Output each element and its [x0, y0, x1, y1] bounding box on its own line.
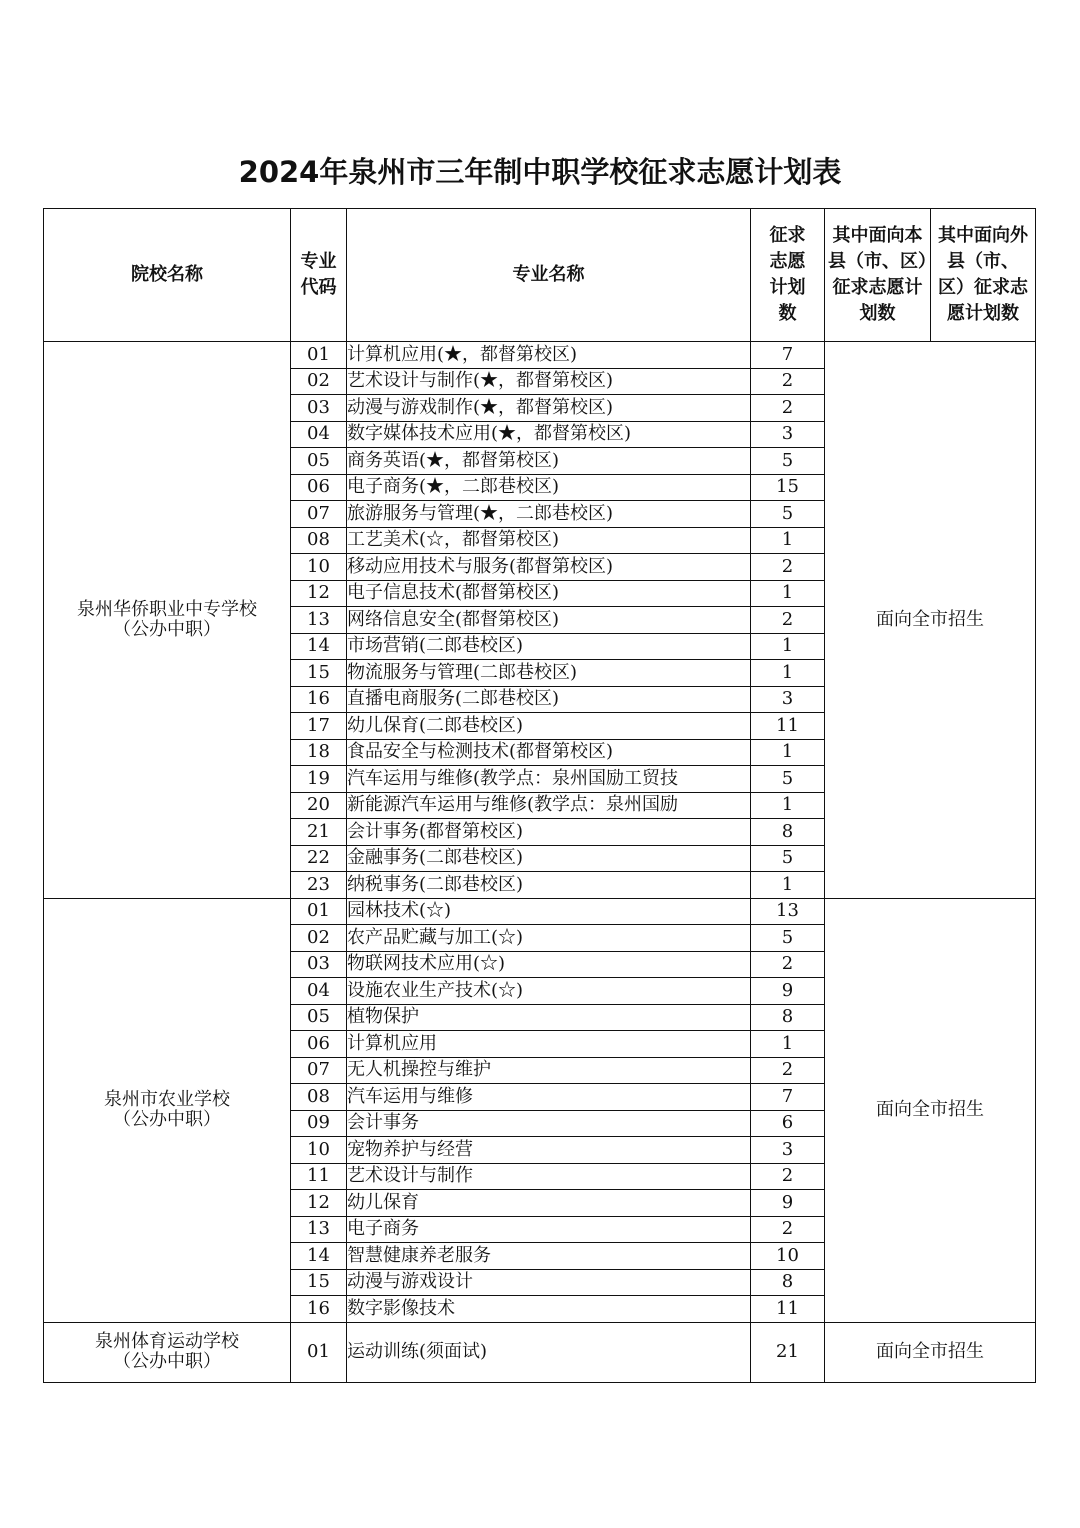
plan-count-cell: 1 — [751, 633, 825, 660]
table-row — [44, 1322, 1036, 1382]
major-code-cell: 04 — [291, 421, 347, 448]
enrollment-scope-cell: 面向全市招生 — [825, 342, 1036, 899]
major-name-cell: 会计事务 — [347, 1110, 751, 1137]
major-code-cell: 11 — [291, 1163, 347, 1190]
major-code-cell: 17 — [291, 713, 347, 740]
major-name-cell: 市场营销(二郎巷校区) — [347, 633, 751, 660]
major-name-cell: 食品安全与检测技术(都督第校区) — [347, 739, 751, 766]
plan-count-cell: 8 — [751, 819, 825, 846]
plan-count-cell: 1 — [751, 1031, 825, 1058]
major-code-cell: 10 — [291, 1137, 347, 1164]
page-title: 2024年泉州市三年制中职学校征求志愿计划表 — [238, 155, 842, 189]
plan-count-cell: 5 — [751, 501, 825, 528]
plan-count-cell: 2 — [751, 1216, 825, 1243]
major-name-cell: 汽车运用与维修 — [347, 1084, 751, 1111]
school-name-cell — [44, 1322, 291, 1382]
major-name-cell: 无人机操控与维护 — [347, 1057, 751, 1084]
major-name-cell: 植物保护 — [347, 1004, 751, 1031]
major-code-cell: 05 — [291, 448, 347, 475]
major-name-cell: 幼儿保育 — [347, 1190, 751, 1217]
plan-count-cell: 2 — [751, 395, 825, 422]
enrollment-scope-cell: 面向全市招生 — [825, 898, 1036, 1322]
major-code-cell: 10 — [291, 554, 347, 581]
plan-count-cell: 6 — [751, 1110, 825, 1137]
major-name-cell: 数字影像技术 — [347, 1296, 751, 1323]
major-name-cell: 宠物养护与经营 — [347, 1137, 751, 1164]
plan-count-cell: 1 — [751, 660, 825, 687]
major-name-cell: 电子商务 — [347, 1216, 751, 1243]
header-plan-count: 征求志愿计划数 — [751, 209, 825, 342]
major-code-cell: 12 — [291, 580, 347, 607]
major-code-cell: 13 — [291, 607, 347, 634]
major-code-cell: 16 — [291, 1296, 347, 1323]
major-name-cell: 计算机应用(★，都督第校区) — [347, 342, 751, 369]
plan-count-cell: 1 — [751, 739, 825, 766]
major-code-cell: 07 — [291, 1057, 347, 1084]
major-code-cell: 08 — [291, 527, 347, 554]
major-name-cell: 动漫与游戏设计 — [347, 1269, 751, 1296]
school-type: （公办中职） — [113, 1109, 221, 1130]
table-header-row — [44, 209, 1036, 342]
header-school-name: 院校名称 — [44, 209, 291, 342]
major-name-cell: 新能源汽车运用与维修(教学点：泉州国励 — [347, 792, 751, 819]
major-name-cell: 运动训练(须面试) — [347, 1322, 751, 1382]
plan-count-cell: 2 — [751, 554, 825, 581]
plan-count-cell: 5 — [751, 766, 825, 793]
school-type: （公办中职） — [113, 618, 221, 640]
major-name-cell: 设施农业生产技术(☆) — [347, 978, 751, 1005]
plan-count-cell: 1 — [751, 580, 825, 607]
header-local-plan-count: 其中面向本县（市、区）征求志愿计划数 — [825, 209, 931, 342]
major-code-cell: 13 — [291, 1216, 347, 1243]
plan-count-cell: 2 — [751, 1163, 825, 1190]
major-name-cell: 幼儿保育(二郎巷校区) — [347, 713, 751, 740]
header-major-name: 专业名称 — [347, 209, 751, 342]
major-code-cell: 14 — [291, 1243, 347, 1270]
table-row — [44, 898, 1036, 925]
plan-count-cell: 7 — [751, 1084, 825, 1111]
plan-count-cell: 1 — [751, 792, 825, 819]
major-code-cell: 03 — [291, 395, 347, 422]
major-code-cell: 09 — [291, 1110, 347, 1137]
plan-count-cell: 7 — [751, 342, 825, 369]
major-code-cell: 20 — [291, 792, 347, 819]
major-name-cell: 金融事务(二郎巷校区) — [347, 845, 751, 872]
major-name-cell: 直播电商服务(二郎巷校区) — [347, 686, 751, 713]
major-code-cell: 21 — [291, 819, 347, 846]
table-row — [44, 342, 1036, 369]
major-code-cell: 18 — [291, 739, 347, 766]
school-name-cell — [44, 342, 291, 899]
plan-count-cell: 2 — [751, 1057, 825, 1084]
major-code-cell: 14 — [291, 633, 347, 660]
major-code-cell: 01 — [291, 1322, 347, 1382]
major-name-cell: 网络信息安全(都督第校区) — [347, 607, 751, 634]
major-code-cell: 19 — [291, 766, 347, 793]
header-outside-plan-count: 其中面向外县（市、区）征求志愿计划数 — [931, 209, 1036, 342]
major-name-cell: 农产品贮藏与加工(☆) — [347, 925, 751, 952]
major-name-cell: 会计事务(都督第校区) — [347, 819, 751, 846]
enrollment-scope-cell: 面向全市招生 — [825, 1322, 1036, 1382]
plan-count-cell: 9 — [751, 978, 825, 1005]
major-code-cell: 04 — [291, 978, 347, 1005]
major-name-cell: 旅游服务与管理(★，二郎巷校区) — [347, 501, 751, 528]
major-code-cell: 03 — [291, 951, 347, 978]
major-code-cell: 15 — [291, 660, 347, 687]
major-name-cell: 纳税事务(二郎巷校区) — [347, 872, 751, 899]
major-name-cell: 艺术设计与制作 — [347, 1163, 751, 1190]
school-name: 泉州体育运动学校 — [95, 1331, 239, 1352]
plan-count-cell: 8 — [751, 1269, 825, 1296]
major-code-cell: 07 — [291, 501, 347, 528]
school-type: （公办中职） — [113, 1351, 221, 1372]
major-name-cell: 电子商务(★，二郎巷校区) — [347, 474, 751, 501]
major-name-cell: 计算机应用 — [347, 1031, 751, 1058]
table-body — [44, 342, 1036, 1383]
major-code-cell: 06 — [291, 1031, 347, 1058]
school-name: 泉州市农业学校 — [104, 1089, 230, 1110]
plan-count-cell: 1 — [751, 527, 825, 554]
plan-count-cell: 15 — [751, 474, 825, 501]
major-code-cell: 22 — [291, 845, 347, 872]
plan-count-cell: 5 — [751, 845, 825, 872]
major-name-cell: 移动应用技术与服务(都督第校区) — [347, 554, 751, 581]
plan-count-cell: 5 — [751, 925, 825, 952]
major-code-cell: 23 — [291, 872, 347, 899]
major-code-cell: 02 — [291, 925, 347, 952]
major-code-cell: 01 — [291, 342, 347, 369]
plan-count-cell: 8 — [751, 1004, 825, 1031]
plan-count-cell: 10 — [751, 1243, 825, 1270]
major-name-cell: 动漫与游戏制作(★，都督第校区) — [347, 395, 751, 422]
plan-count-cell: 9 — [751, 1190, 825, 1217]
major-name-cell: 汽车运用与维修(教学点：泉州国励工贸技 — [347, 766, 751, 793]
plan-count-cell: 11 — [751, 713, 825, 740]
plan-count-cell: 3 — [751, 686, 825, 713]
major-name-cell: 智慧健康养老服务 — [347, 1243, 751, 1270]
plan-count-cell: 1 — [751, 872, 825, 899]
plan-count-cell: 21 — [751, 1322, 825, 1382]
major-code-cell: 16 — [291, 686, 347, 713]
major-code-cell: 05 — [291, 1004, 347, 1031]
major-code-cell: 06 — [291, 474, 347, 501]
major-code-cell: 01 — [291, 898, 347, 925]
plan-count-cell: 11 — [751, 1296, 825, 1323]
header-major-code: 专业代码 — [291, 209, 347, 342]
major-code-cell: 15 — [291, 1269, 347, 1296]
major-name-cell: 物联网技术应用(☆) — [347, 951, 751, 978]
major-name-cell: 园林技术(☆) — [347, 898, 751, 925]
plan-count-cell: 2 — [751, 951, 825, 978]
plan-count-cell: 3 — [751, 1137, 825, 1164]
major-name-cell: 艺术设计与制作(★，都督第校区) — [347, 368, 751, 395]
major-name-cell: 物流服务与管理(二郎巷校区) — [347, 660, 751, 687]
major-name-cell: 电子信息技术(都督第校区) — [347, 580, 751, 607]
plan-count-cell: 2 — [751, 607, 825, 634]
major-name-cell: 工艺美术(☆，都督第校区) — [347, 527, 751, 554]
plan-count-cell: 2 — [751, 368, 825, 395]
major-code-cell: 12 — [291, 1190, 347, 1217]
plan-count-cell: 3 — [751, 421, 825, 448]
school-name: 泉州华侨职业中专学校 — [77, 598, 257, 620]
school-name-cell — [44, 898, 291, 1322]
plan-table — [43, 208, 1036, 1383]
plan-count-cell: 5 — [751, 448, 825, 475]
major-name-cell: 数字媒体技术应用(★，都督第校区) — [347, 421, 751, 448]
major-code-cell: 08 — [291, 1084, 347, 1111]
plan-count-cell: 13 — [751, 898, 825, 925]
major-code-cell: 02 — [291, 368, 347, 395]
major-name-cell: 商务英语(★，都督第校区) — [347, 448, 751, 475]
